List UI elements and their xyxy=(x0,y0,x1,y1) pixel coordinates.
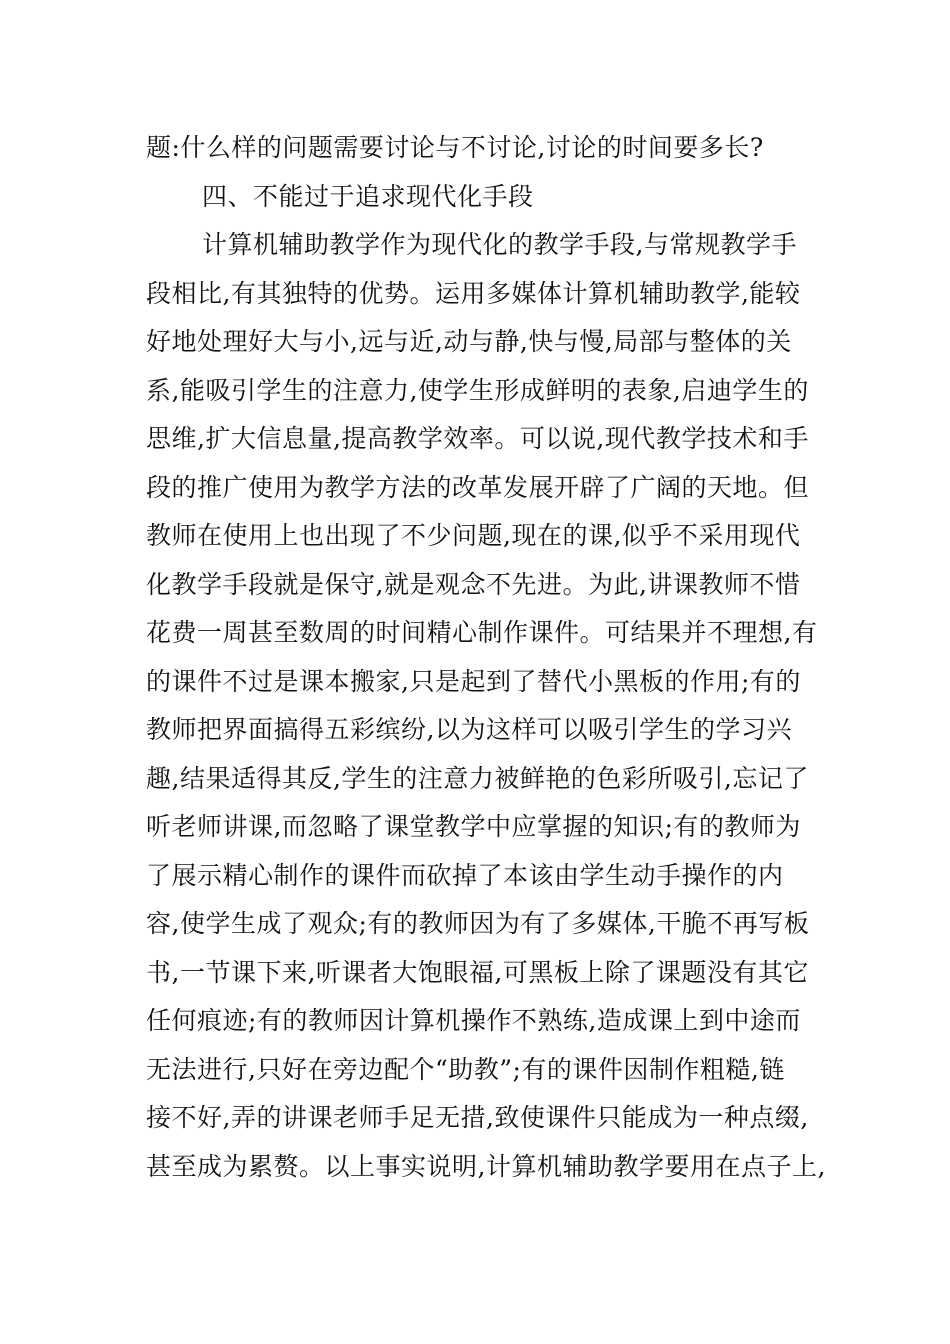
text-line: 了展示精心制作的课件而砍掉了本该由学生动手操作的内 xyxy=(146,860,784,890)
text-line: 教师在使用上也出现了不少问题,现在的课,似乎不采用现代 xyxy=(146,521,801,550)
text-line: 题:什么样的问题需要讨论与不讨论,讨论的时间要多长? xyxy=(146,133,764,162)
text-line: 容,使学生成了观众;有的教师因为有了多媒体,干脆不再写板 xyxy=(146,909,810,938)
text-line: 任何痕迹;有的教师因计算机操作不熟练,造成课上到中途而 xyxy=(146,1006,801,1035)
text-line: 思维,扩大信息量,提高教学效率。可以说,现代教学技术和手 xyxy=(146,424,809,453)
text-line: 书,一节课下来,听课者大饱眼福,可黑板上除了课题没有其它 xyxy=(146,957,809,987)
text-line: 听老师讲课,而忽略了课堂教学中应掌握的知识;有的教师为 xyxy=(146,812,801,841)
text-line: 化教学手段就是保守,就是观念不先进。为此,讲课教师不惜 xyxy=(146,569,801,599)
text-line: 段的推广使用为教学方法的改革发展开辟了广阔的天地。但 xyxy=(146,472,810,502)
section-heading: 四、不能过于追求现代化手段 xyxy=(202,181,534,211)
text-line: 段相比,有其独特的优势。运用多媒体计算机辅助教学,能较 xyxy=(146,278,801,308)
text-line: 甚至成为累赘。以上事实说明,计算机辅助教学要用在点子上, xyxy=(146,1151,826,1181)
text-line: 的课件不过是课本搬家,只是起到了替代小黑板的作用;有的 xyxy=(146,666,801,696)
text-line: 无法进行,只好在旁边配个“助教”;有的课件因制作粗糙,链 xyxy=(146,1054,785,1084)
text-line: 趣,结果适得其反,学生的注意力被鲜艳的色彩所吸引,忘记了 xyxy=(146,763,809,793)
text-line: 系,能吸引学生的注意力,使学生形成鲜明的表象,启迪学生的 xyxy=(146,375,809,405)
text-line: 教师把界面搞得五彩缤纷,以为这样可以吸引学生的学习兴 xyxy=(146,715,792,744)
text-line: 好地处理好大与小,远与近,动与静,快与慢,局部与整体的关 xyxy=(146,327,792,356)
text-line: 花费一周甚至数周的时间精心制作课件。可结果并不理想,有 xyxy=(146,618,818,647)
paragraph-first-line: 计算机辅助教学作为现代化的教学手段,与常规教学手 xyxy=(202,230,797,259)
text-line: 接不好,弄的讲课老师手足无措,致使课件只能成为一种点缀, xyxy=(146,1103,809,1132)
body-text xyxy=(146,124,826,1191)
